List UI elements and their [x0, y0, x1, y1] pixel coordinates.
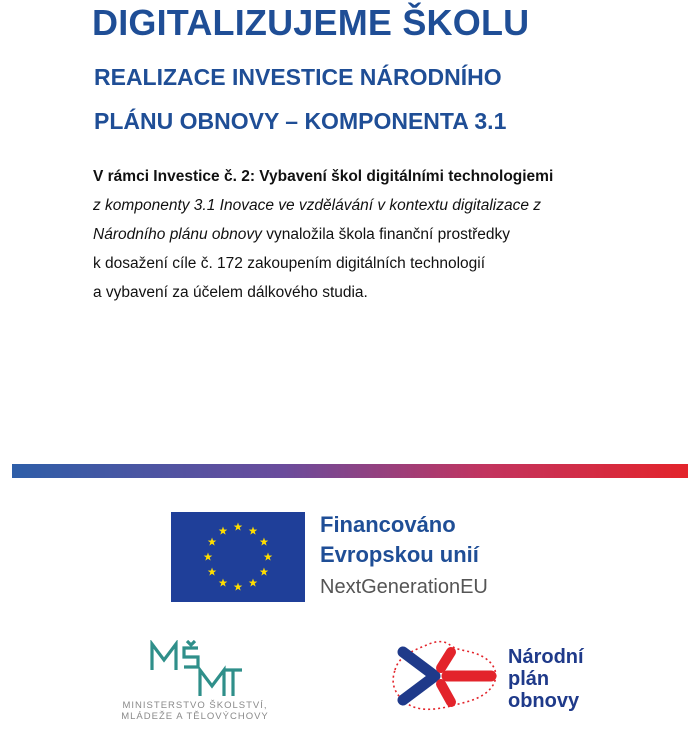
- npo-line-1: Národní: [508, 646, 584, 668]
- eu-star-icon: [219, 578, 228, 586]
- npo-wordmark: [508, 646, 584, 712]
- npo-logo-icon: [385, 630, 505, 720]
- eu-star-icon: [219, 527, 228, 535]
- npo-line-2: plán: [508, 668, 550, 690]
- paragraph-line-3: [93, 220, 653, 249]
- eu-star-icon: [264, 553, 273, 561]
- paragraph-line-5: a vybavení za účelem dálkového studia.: [93, 284, 368, 301]
- paragraph-line-1: V rámci Investice č. 2: Vybavení škol digitálními technologiemi: [93, 168, 554, 185]
- msmt-logo: [100, 640, 290, 740]
- eu-flag-icon: [171, 512, 305, 602]
- eu-funded-label: Financováno: [320, 512, 456, 537]
- paragraph-line-4: k dosažení cíle č. 172 zakoupením digitálních technologií: [93, 255, 486, 272]
- page-title: DIGITALIZUJEME ŠKOLU: [92, 2, 530, 43]
- description-paragraph: [93, 162, 653, 307]
- eu-star-icon: [234, 523, 243, 531]
- eu-star-icon: [260, 538, 269, 546]
- ministry-name-line-2: MLÁDEŽE A TĚLOVÝCHOVY: [121, 711, 269, 722]
- npo-line-3: obnovy: [508, 690, 580, 712]
- eu-funding-text: [320, 510, 488, 604]
- eu-union-label: Evropskou unií: [320, 542, 479, 567]
- eu-star-icon: [208, 568, 217, 576]
- eu-star-icon: [249, 578, 258, 586]
- ministry-name: [100, 700, 290, 722]
- msmt-monogram-icon: [100, 640, 290, 698]
- gradient-divider: [12, 464, 688, 478]
- eu-star-icon: [234, 583, 243, 591]
- eu-star-icon: [204, 553, 213, 561]
- eu-star-icon: [208, 538, 217, 546]
- subtitle-line-1: REALIZACE INVESTICE NÁRODNÍHO: [94, 64, 502, 90]
- next-generation-eu-label: NextGenerationEU: [320, 576, 488, 598]
- subtitle-line-2: PLÁNU OBNOVY – KOMPONENTA 3.1: [94, 108, 507, 134]
- paragraph-line-2: z komponenty 3.1 Inovace ve vzdělávání v kontextu digitalizace z: [93, 197, 542, 214]
- eu-star-icon: [249, 527, 258, 535]
- plan-name-italic: Národního plánu obnovy: [93, 226, 262, 243]
- paragraph-line-3-rest: vynaložila škola finanční prostředky: [261, 226, 511, 243]
- ministry-name-line-1: MINISTERSTVO ŠKOLSTVÍ,: [122, 700, 268, 711]
- eu-star-icon: [260, 568, 269, 576]
